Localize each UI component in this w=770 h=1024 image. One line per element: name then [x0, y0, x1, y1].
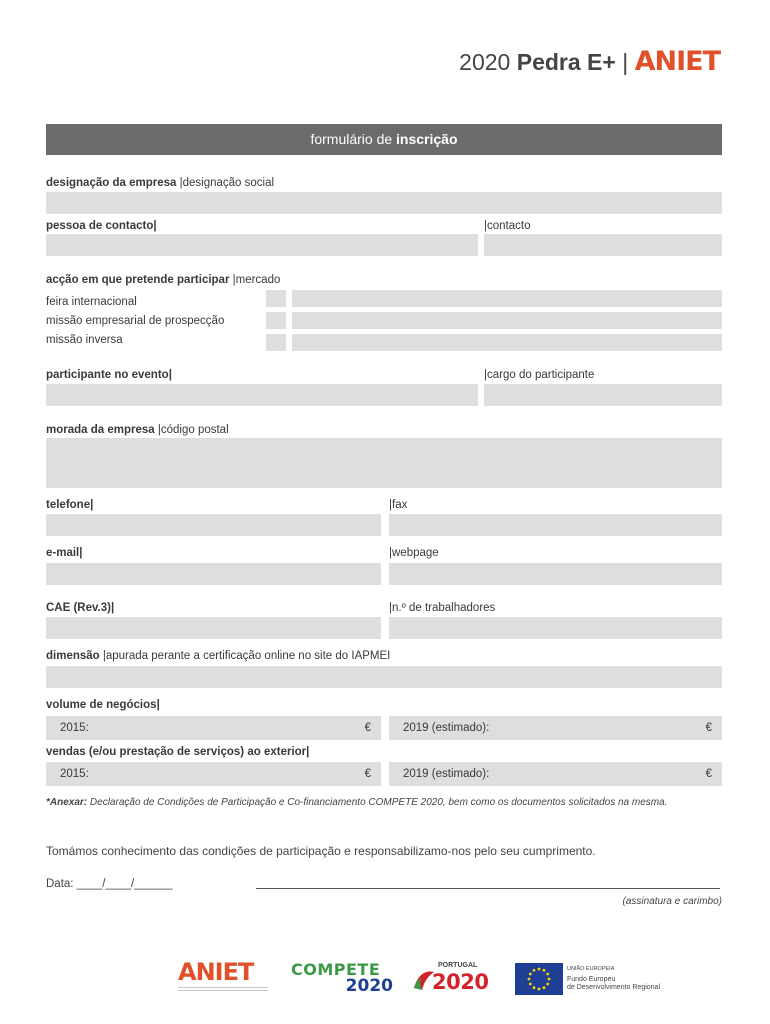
form-title-emphasis: inscrição [396, 131, 458, 147]
exports-2015-label: 2015: [60, 768, 89, 780]
option-prospecting-mission-market-field[interactable] [292, 312, 722, 329]
header-separator: | [622, 49, 629, 75]
address-field[interactable] [46, 438, 722, 488]
email-field[interactable] [46, 563, 381, 585]
workers-field[interactable] [389, 617, 722, 639]
exports-2019-field[interactable] [389, 762, 722, 786]
option-prospecting-mission-label: missão empresarial de prospecção [46, 315, 225, 327]
webpage-label: |webpage [389, 547, 439, 559]
date-field[interactable]: Data: ____/____/______ [46, 878, 173, 890]
option-trade-fair-checkbox[interactable] [266, 290, 286, 307]
footer-eu-logo: UNIÃO EUROPEIA Fundo Europeu de Desenvolvimento Regional [515, 963, 655, 995]
contact-person-label: pessoa de contacto| [46, 220, 157, 232]
header-year: 2020 [459, 49, 511, 75]
workers-label: |n.º de trabalhadores [389, 602, 496, 614]
acknowledgement-statement: Tomámos conhecimento das condições de participação e responsabilizamo-nos pelo seu cumprimento. [46, 844, 596, 858]
option-inverse-mission-checkbox[interactable] [266, 334, 286, 351]
footer-portugal2020-logo: PORTUGAL 2020 [412, 962, 506, 996]
signature-label: (assinatura e carimbo) [622, 896, 722, 907]
footer-aniet-logo: ANIET [178, 960, 274, 996]
exports-2015-currency: € [364, 768, 371, 780]
contact-person-field[interactable] [46, 234, 478, 256]
turnover-2015-field[interactable] [46, 716, 381, 740]
attachment-note-text: Declaração de Condições de Participação e Co-financiamento COMPETE 2020, bem como os documentos solicitados na mesma. [89, 797, 668, 808]
exports-2019-label: 2019 (estimado): [403, 768, 490, 780]
turnover-2019-field[interactable] [389, 716, 722, 740]
turnover-2019-label: 2019 (estimado): [403, 722, 490, 734]
email-label: e-mail| [46, 547, 83, 559]
dimension-field[interactable] [46, 666, 722, 688]
form-title-prefix: formulário de [310, 131, 393, 147]
turnover-label: volume de negócios| [46, 699, 160, 711]
participant-label: participante no evento| [46, 369, 172, 381]
aniet-logo: ANIET [634, 46, 720, 77]
contact-field[interactable] [484, 234, 722, 256]
document-header [459, 46, 720, 77]
webpage-field[interactable] [389, 563, 722, 585]
address-label: morada da empresa |código postal [46, 424, 229, 436]
turnover-2019-currency: € [705, 722, 712, 734]
eu-flag-icon [515, 963, 563, 995]
exports-2015-field[interactable] [46, 762, 381, 786]
phone-label: telefone| [46, 499, 94, 511]
attachment-note [46, 795, 706, 810]
footer-compete-logo: COMPETE 2020 [291, 960, 393, 996]
exports-2019-currency: € [705, 768, 712, 780]
option-trade-fair-market-field[interactable] [292, 290, 722, 307]
signature-line[interactable] [256, 888, 720, 889]
cae-label: CAE (Rev.3)| [46, 602, 115, 614]
dimension-label: dimensão |apurada perante a certificação online no site do IAPMEI [46, 650, 391, 662]
company-name-field[interactable] [46, 192, 722, 214]
participant-field[interactable] [46, 384, 478, 406]
option-trade-fair-label: feira internacional [46, 296, 137, 308]
option-inverse-mission-market-field[interactable] [292, 334, 722, 351]
cae-field[interactable] [46, 617, 381, 639]
fax-field[interactable] [389, 514, 722, 536]
phone-field[interactable] [46, 514, 381, 536]
participant-role-label: |cargo do participante [484, 369, 595, 381]
option-inverse-mission-label: missão inversa [46, 334, 123, 346]
turnover-2015-currency: € [364, 722, 371, 734]
header-program: Pedra E+ [516, 49, 616, 75]
attachment-note-prefix: *Anexar: [46, 797, 88, 808]
company-label: designação da empresa |designação social [46, 177, 275, 189]
contact-label: |contacto [484, 220, 531, 232]
exports-label: vendas (e/ou prestação de serviços) ao exterior| [46, 746, 310, 758]
fax-label: |fax [389, 499, 408, 511]
participant-role-field[interactable] [484, 384, 722, 406]
form-title-bar [46, 124, 722, 155]
turnover-2015-label: 2015: [60, 722, 89, 734]
option-prospecting-mission-checkbox[interactable] [266, 312, 286, 329]
action-label: acção em que pretende participar |mercado [46, 274, 281, 286]
